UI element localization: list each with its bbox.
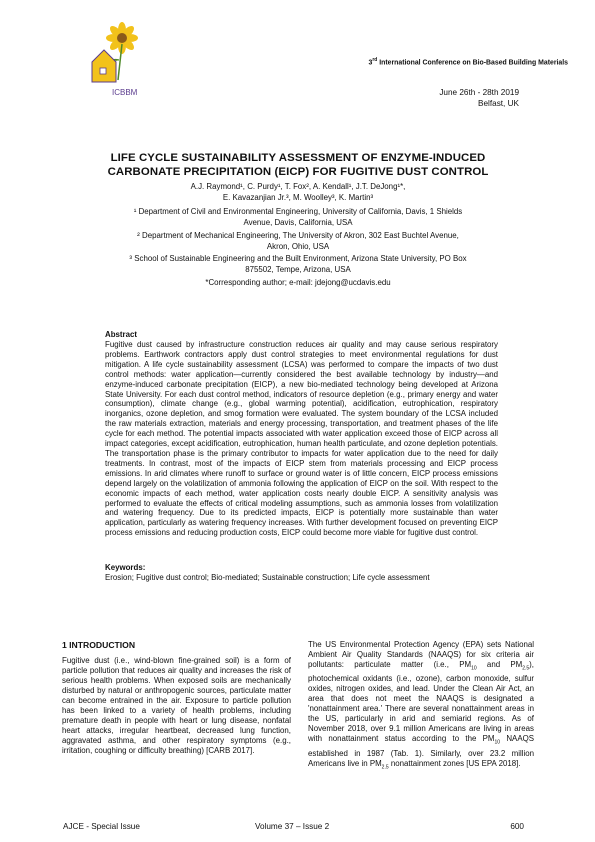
paper-title [80, 151, 516, 179]
conference-date: June 26th - 28th 2019 [439, 88, 519, 97]
affiliation-3 [80, 254, 516, 275]
affiliation-1 [80, 207, 516, 228]
author-list [80, 182, 516, 203]
conference-location: Belfast, UK [478, 99, 519, 108]
conference-name: International Conference on Bio-Based Building Materials [377, 59, 568, 67]
footer-volume: Volume 37 – Issue 2 [255, 822, 330, 831]
affiliation-3-line-1: ³ School of Sustainable Engineering and the Built Environment, Arizona State University, PO Box [129, 254, 467, 263]
introduction-column-1: Fugitive dust (i.e., wind-blown fine-grained soil) is a form of particle pollution that reduces air quality and increases the risk of serious health problems. When exposed soils are mechanically disturbed by natural or anthropogenic sources, particulate matter can become entrained in the air. Exposure to particle pollution has been linked to a variety of health problems, including premature death in people with heart or lung disease, nonfatal heart attacks, irregular heartbeat, decreased lung function, aggravated asthma, and other respiratory symptoms (e.g., irritation, coughing or difficulty breathing) [CARB 2017]. [62, 656, 291, 755]
authors-line-2: E. Kavazanjian Jr.³, M. Woolley³, K. Martin³ [222, 192, 374, 202]
conference-title [368, 57, 568, 66]
title-line-2: CARBONATE PRECIPITATION (EICP) FOR FUGITIVE DUST CONTROL [107, 166, 489, 178]
affiliation-2-line-1: ² Department of Mechanical Engineering, The University of Akron, 302 East Buchtel Avenue, [137, 231, 459, 240]
abstract-heading: Abstract [105, 330, 138, 339]
footer-page-number: 600 [510, 822, 524, 831]
keywords-heading: Keywords: [105, 563, 146, 572]
sunflower-house-icon [72, 20, 152, 100]
col2-text-d: NAAQS established in 1987 (Tab. 1). Similarly, over 23.2 million Americans live in PM [308, 734, 534, 768]
conference-date-location [439, 87, 519, 109]
affiliation-2 [80, 231, 516, 252]
abstract-section [105, 330, 498, 538]
introduction-column-2 [308, 640, 534, 773]
section-heading-introduction: 1 INTRODUCTION [62, 640, 136, 650]
col2-subscript-1: 10 [471, 665, 477, 672]
conference-ordinal: 3 [368, 59, 373, 67]
corresponding-author: *Corresponding author; e-mail: jdejong@ucdavis.edu [205, 278, 391, 287]
col2-subscript-4: 2.5 [381, 764, 389, 771]
col2-text-e: nonattainment zones [US EPA 2018]. [388, 758, 521, 768]
title-line-1: LIFE CYCLE SUSTAINABILITY ASSESSMENT OF ENZYME-INDUCED [110, 152, 486, 164]
affiliation-1-line-2: Avenue, Davis, California, USA [243, 217, 353, 227]
conference-logo [72, 20, 152, 100]
abstract-text: Fugitive dust caused by infrastructure construction reduces air quality and may cause serious respiratory problems. Earthwork contractors apply dust control strategies to meet environmental regulations for dust mitigation. A life cycle sustainability assessment (LCSA) was performed to compare the impacts of two dust control methods: water application—currently considered the best available technology by industry—and enzyme-induced carbonate precipitation (EICP), a new bio-mediated technology being developed at Arizona State University. For each dust control method, indicators of resource depletion (e.g., primary energy and water consumption), climate change (e.g., global warming potential), acidification, eutrophication, respiratory inorganics, ozone depletion, and smog formation were evaluated. The system boundary of the LCSA included the raw materials extraction, materials and energy processing, transportation, and treatment phases of the life cycle for each method. The potential impacts associated with water application exceed those of EICP across all impact categories, except acidification, eutrophication, human health particulate, and ozone depletion potentials. The transportation phase is the primary contributor to impacts for water application due to the need for daily treatments. In contrast, most of the impacts of EICP stem from materials processing and EICP process emissions. In arid climates where runoff to surface or ground water is of little concern, EICP process emissions depend largely on the volatilization of ammonia following the application of EICP on the soil. With respect to the economic impacts of each method, water application costs nearly double EICP. A sensitivity analysis was performed to evaluate the effects of critical modeling assumptions, such as ammonia losses from volatilization and watering frequency. Due to its predicted impacts, EICP is potentially more sustainable than water application, particularly as watering frequency increases. With further development focused on preventing EICP process emissions and reducing production costs, EICP could become more viable for fugitive dust control. [105, 340, 498, 538]
logo-text: ICBBM [112, 88, 138, 97]
col2-subscript-2: 2.5 [522, 665, 530, 672]
footer-journal: AJCE - Special Issue [63, 822, 140, 831]
conference-ordinal-suffix: rd [372, 57, 378, 63]
col2-text-c: ), photochemical oxidants (i.e., ozone), carbon monoxide, sulfur oxides, nitrogen oxides, and lead. Under the Clean Air Act, an area that does not meet the NAAQS is designated a 'nonattainment area.' There are several nonattainment areas in the US, particularly in arid and semiarid regions. As of November 2018, over 9.1 million Americans are living in areas with nonattainment status according to the PM [308, 659, 534, 744]
affiliation-3-line-2: 875502, Tempe, Arizona, USA [245, 264, 351, 274]
col2-subscript-3: 10 [494, 739, 501, 746]
keywords-section [105, 563, 498, 583]
keywords-text: Erosion; Fugitive dust control; Bio-mediated; Sustainable construction; Life cycle assessment [105, 573, 430, 582]
col2-text-b: and PM [476, 659, 523, 669]
col2-text-a: The US Environmental Protection Agency (EPA) sets National Ambient Air Quality Standards (NAAQS) for six criteria air pollutants: particulate matter (i.e., PM [308, 640, 534, 669]
affiliation-1-line-1: ¹ Department of Civil and Environmental Engineering, University of California, Davis, 1 Shields [133, 207, 463, 216]
authors-line-1: A.J. Raymond¹, C. Purdy¹, T. Fox², A. Kendall¹, J.T. DeJong¹*, [190, 182, 406, 191]
affiliation-2-line-2: Akron, Ohio, USA [266, 241, 330, 251]
